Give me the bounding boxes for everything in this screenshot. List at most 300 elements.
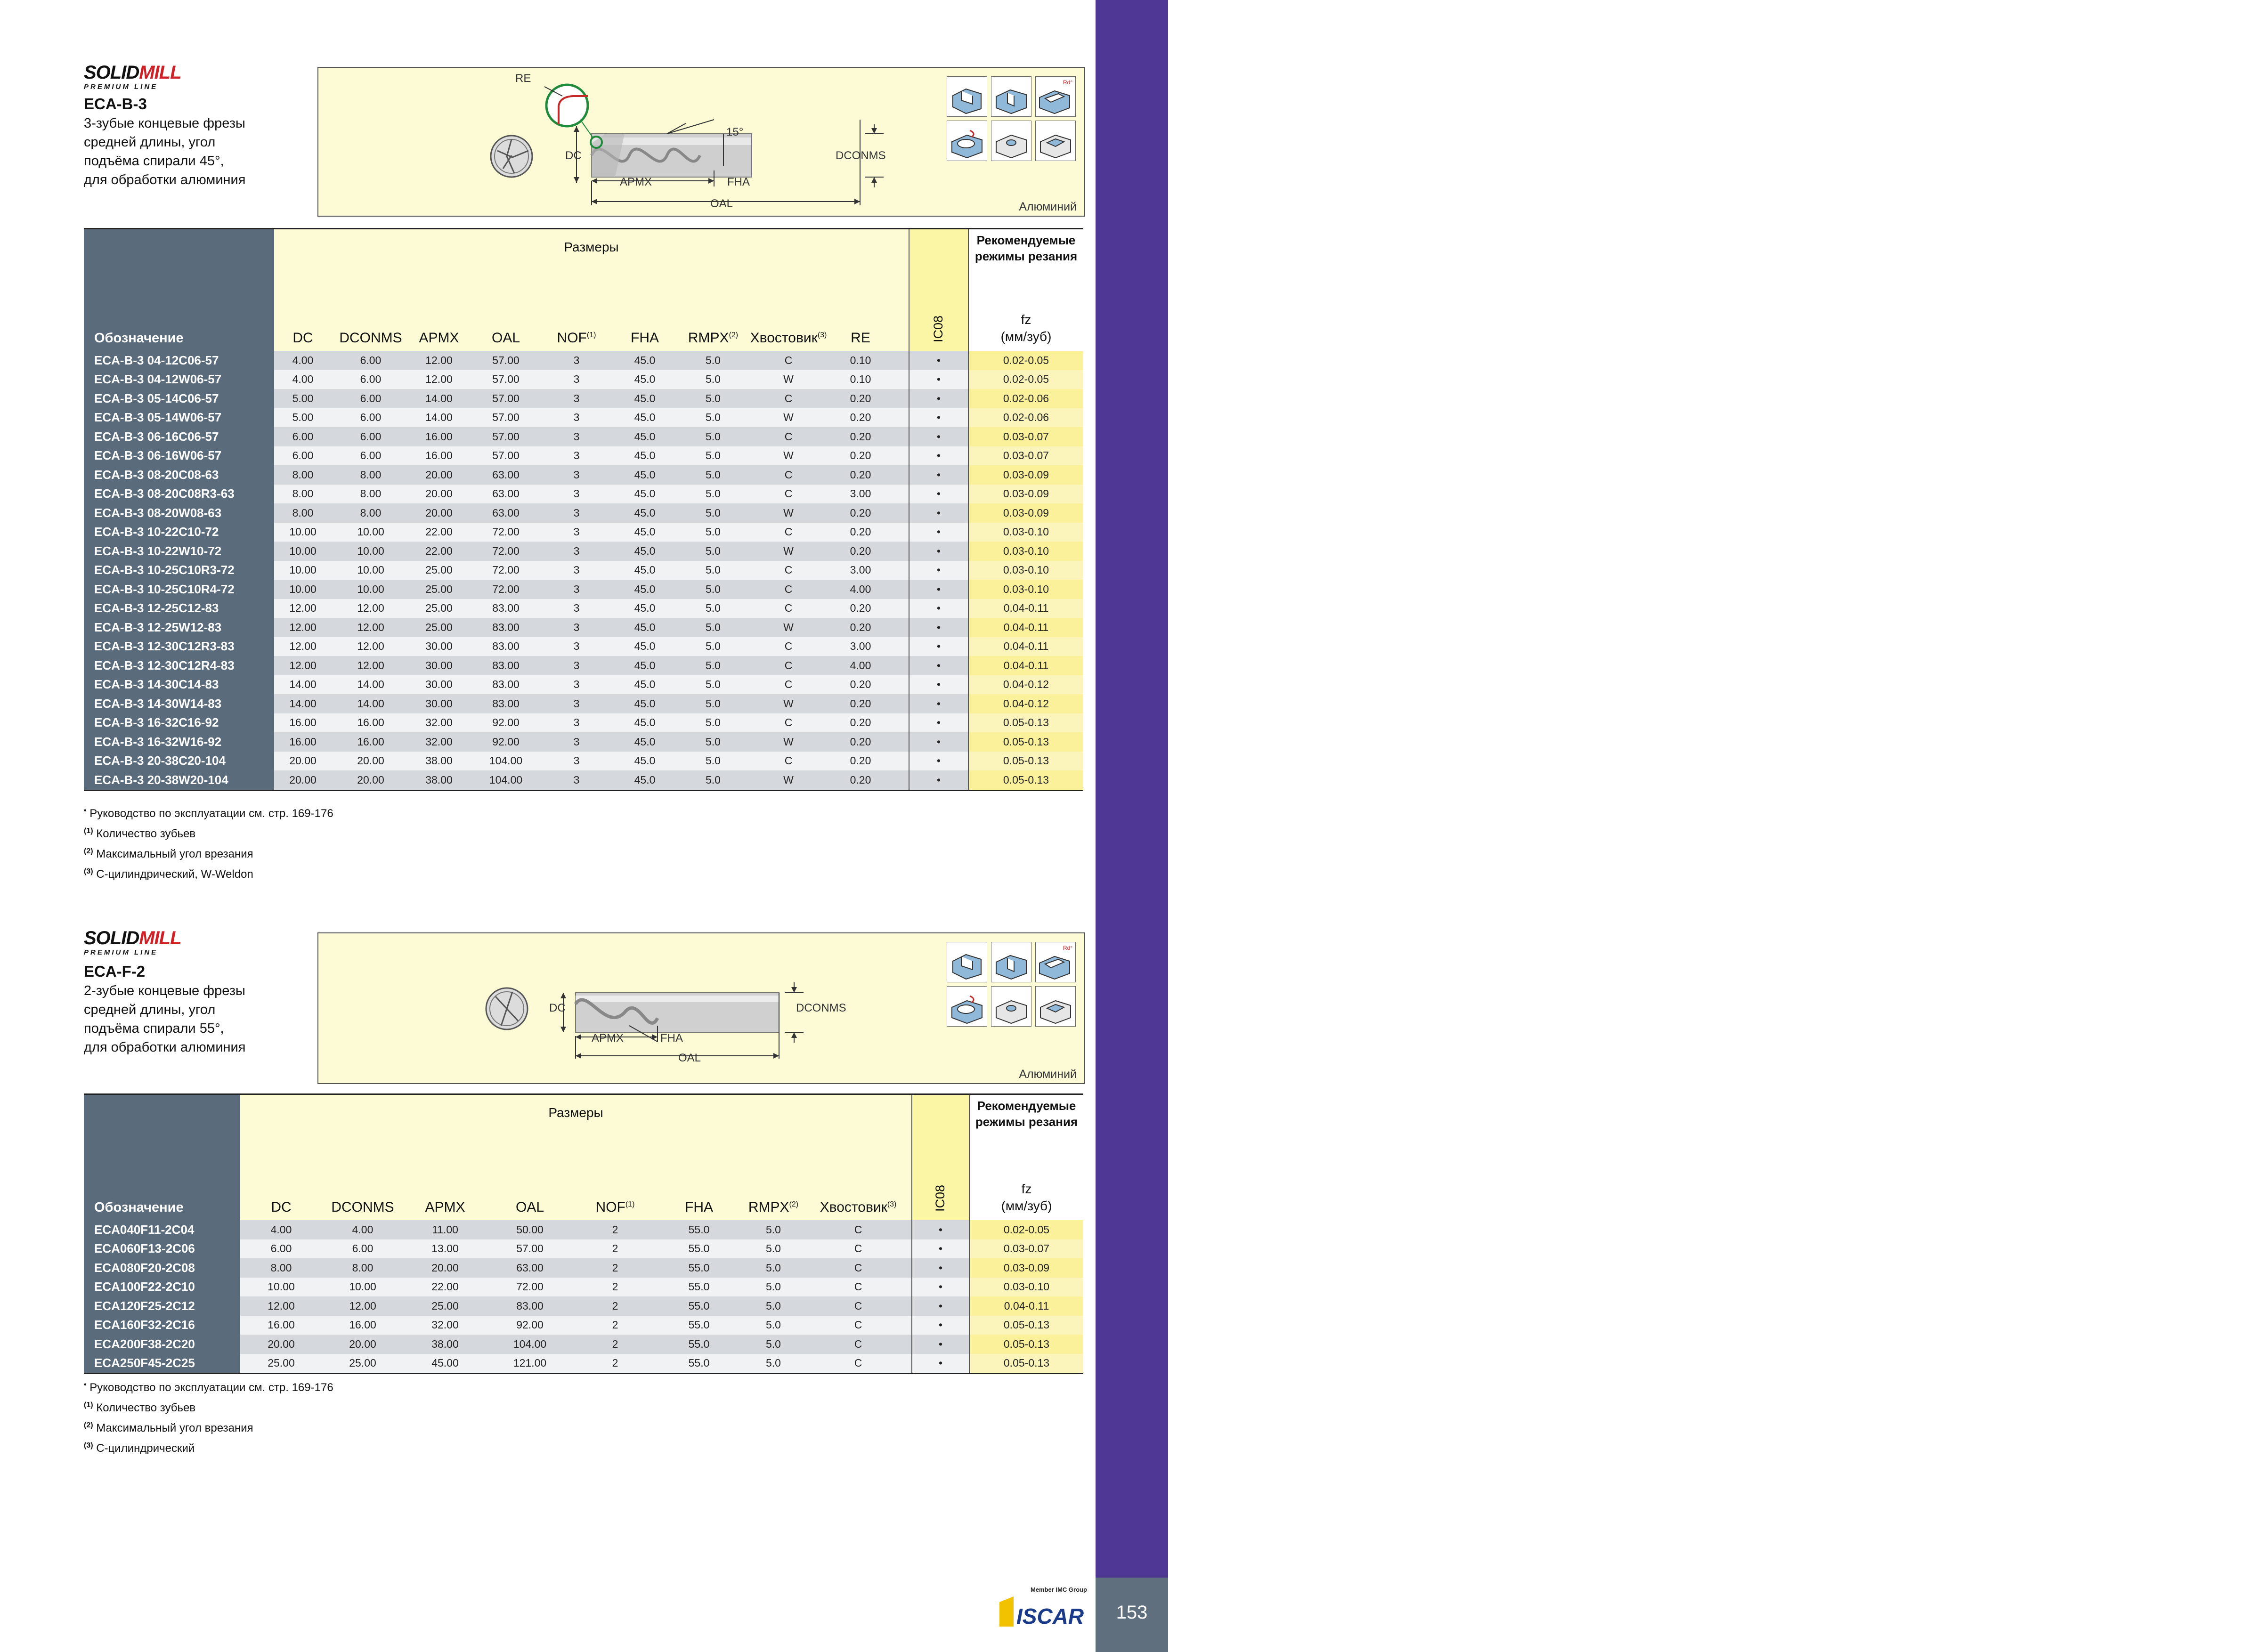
size-cell: 104.00 — [513, 1337, 547, 1350]
ic08-cell: • — [912, 1220, 969, 1239]
size-cell: 45.0 — [634, 697, 656, 710]
fz-cell: 0.05-0.13 — [969, 1354, 1083, 1374]
fz-cell: 0.02-0.05 — [968, 351, 1083, 370]
size-cell: 0.20 — [850, 430, 871, 443]
size-cell: 3.00 — [850, 640, 871, 653]
size-cell: 0.10 — [850, 354, 871, 366]
size-cell: C — [784, 468, 793, 481]
size-cell: C — [784, 430, 793, 443]
size-cell: 2 — [612, 1261, 618, 1274]
size-cell: 8.00 — [292, 468, 314, 481]
col-oal: OAL — [515, 1199, 544, 1215]
size-cell: 10.00 — [357, 564, 384, 576]
size-cell: 63.00 — [492, 487, 520, 500]
table-body — [84, 1220, 1083, 1374]
designation-cell: ECA-B-3 05-14C06-57 — [84, 389, 274, 408]
size-cell: 25.00 — [425, 602, 453, 615]
fz-cell: 0.03-0.10 — [968, 523, 1083, 542]
size-cell: W — [783, 411, 794, 424]
size-cell: 6.00 — [360, 354, 382, 366]
size-cell: W — [783, 621, 794, 633]
designation-cell: ECA-B-3 05-14W06-57 — [84, 408, 274, 428]
ic08-cell: • — [909, 446, 968, 466]
designation-cell: ECA-B-3 06-16W06-57 — [84, 446, 274, 466]
size-cell: 10.00 — [289, 583, 317, 595]
size-cell: 45.0 — [634, 773, 656, 786]
ic08-cell: • — [912, 1335, 969, 1354]
col-oal: OAL — [491, 330, 520, 346]
size-cell: 3 — [573, 754, 580, 767]
slotting-icon — [991, 942, 1031, 982]
size-cell: 25.00 — [268, 1357, 295, 1369]
size-cell: 8.00 — [360, 506, 382, 519]
table-row — [84, 1316, 1083, 1335]
ic08-cell: • — [909, 523, 968, 542]
size-cell: 4.00 — [292, 373, 314, 386]
size-cell: 83.00 — [492, 697, 520, 710]
size-cell: 25.00 — [425, 621, 453, 633]
size-cell: 0.20 — [850, 602, 871, 615]
note-text: C-цилиндрический, W-Weldon — [96, 868, 253, 881]
size-cell: 57.00 — [492, 449, 520, 462]
size-cell: 8.00 — [360, 487, 382, 500]
size-cell: 45.0 — [634, 430, 656, 443]
size-cell: 6.00 — [292, 430, 314, 443]
ic08-cell: • — [909, 752, 968, 771]
ic08-cell: • — [912, 1296, 969, 1316]
size-cell: 45.0 — [634, 716, 656, 729]
size-cell: 12.00 — [357, 640, 384, 653]
size-cell: 5.0 — [706, 583, 721, 595]
product-description — [84, 981, 305, 1057]
designation-cell: ECA-B-3 16-32W16-92 — [84, 732, 274, 752]
size-cell: 3 — [573, 697, 580, 710]
col-shank-note: (3) — [887, 1200, 897, 1208]
size-cell: 10.00 — [357, 583, 384, 595]
label-apmx: APMX — [620, 176, 652, 188]
col-dconms: DCONMS — [339, 330, 402, 346]
fz-cell: 0.03-0.09 — [968, 485, 1083, 504]
size-cell: 10.00 — [289, 564, 317, 576]
size-cell: 72.00 — [492, 564, 520, 576]
designation-cell: ECA-B-3 10-25C10R4-72 — [84, 580, 274, 599]
fz-unit: (мм/зуб) — [1000, 329, 1052, 344]
size-values — [274, 485, 909, 504]
col-shank: Хвостовик — [750, 330, 818, 346]
size-cell: W — [783, 449, 794, 462]
size-cell: C — [784, 526, 793, 538]
size-cell: 92.00 — [492, 716, 520, 729]
designation-cell: ECA-B-3 10-25C10R3-72 — [84, 561, 274, 580]
table-row — [84, 561, 1083, 580]
col-nof: NOF — [557, 330, 587, 346]
fz-symbol: fz — [1021, 312, 1031, 327]
size-cell: 20.00 — [425, 468, 453, 481]
size-values — [274, 465, 909, 485]
note-text: C-цилиндрический — [96, 1442, 195, 1455]
col-nof: NOF — [595, 1199, 625, 1215]
size-cell: 3 — [573, 487, 580, 500]
size-cell: 3 — [573, 411, 580, 424]
note-mark: (2) — [84, 1421, 93, 1429]
fz-cell: 0.03-0.07 — [968, 446, 1083, 466]
col-nof-note: (1) — [625, 1200, 635, 1208]
size-cell: 3 — [573, 716, 580, 729]
table-row — [84, 618, 1083, 637]
size-cell: 0.10 — [850, 373, 871, 386]
size-cell: 57.00 — [492, 411, 520, 424]
size-cell: 30.00 — [425, 640, 453, 653]
size-cell: 45.0 — [634, 640, 656, 653]
col-dc: DC — [292, 330, 313, 346]
spec-table-eca-f-2 — [84, 1093, 1083, 1374]
size-cell: C — [854, 1280, 862, 1293]
size-cell: C — [854, 1299, 862, 1312]
size-cell: 12.00 — [357, 621, 384, 633]
logo-subtitle: PREMIUM LINE — [84, 948, 158, 956]
size-cell: 83.00 — [516, 1299, 544, 1312]
size-cell: 55.0 — [688, 1261, 710, 1274]
size-cell: 5.00 — [292, 411, 314, 424]
size-cell: C — [784, 602, 793, 615]
size-cell: 45.0 — [634, 602, 656, 615]
size-cell: 83.00 — [492, 621, 520, 633]
size-cell: 55.0 — [688, 1299, 710, 1312]
size-cell: 45.0 — [634, 544, 656, 557]
size-cell: 5.0 — [706, 544, 721, 557]
fz-cell: 0.03-0.10 — [969, 1278, 1083, 1297]
size-cell: 92.00 — [492, 735, 520, 748]
pocketing-icon — [1035, 121, 1076, 161]
size-cell: 3 — [573, 773, 580, 786]
note-text: Количество зубьев — [96, 827, 196, 840]
size-cell: 5.0 — [706, 640, 721, 653]
label-dc: DC — [549, 1002, 566, 1014]
note-text: Максимальный угол врезания — [96, 1422, 253, 1434]
logo-word-1: SOLID — [84, 928, 139, 948]
col-dc: DC — [271, 1199, 292, 1215]
rd-label: Rd° — [1063, 79, 1073, 86]
size-cell: 22.00 — [425, 544, 453, 557]
fz-cell: 0.02-0.05 — [968, 370, 1083, 389]
size-cell: 8.00 — [292, 487, 314, 500]
fz-cell: 0.04-0.12 — [968, 675, 1083, 695]
designation-cell: ECA-B-3 08-20W08-63 — [84, 503, 274, 523]
description-line: средней длины, угол — [84, 135, 216, 150]
size-cell: 72.00 — [492, 544, 520, 557]
size-cell: 45.00 — [431, 1357, 459, 1369]
size-cell: 45.0 — [634, 354, 656, 366]
size-cell: 45.0 — [634, 392, 656, 405]
designation-cell: ECA040F11-2C04 — [84, 1220, 240, 1239]
size-cell: 4.00 — [850, 659, 871, 672]
size-cell: 72.00 — [492, 583, 520, 595]
size-cell: C — [854, 1319, 862, 1331]
size-cell: 5.0 — [706, 754, 721, 767]
size-cell: 45.0 — [634, 735, 656, 748]
size-values — [240, 1258, 912, 1278]
size-cell: 3 — [573, 526, 580, 538]
fz-cell: 0.05-0.13 — [969, 1335, 1083, 1354]
size-values — [240, 1220, 912, 1239]
size-cell: 6.00 — [360, 411, 382, 424]
table-row — [84, 675, 1083, 695]
size-cell: 14.00 — [425, 392, 453, 405]
ic08-cell: • — [909, 580, 968, 599]
size-cell: 0.20 — [850, 678, 871, 691]
size-cell: 6.00 — [270, 1242, 292, 1255]
designation-cell: ECA160F32-2C16 — [84, 1316, 240, 1335]
size-cell: 57.00 — [492, 392, 520, 405]
col-rmpx: RMPX — [748, 1199, 789, 1215]
table-row — [84, 752, 1083, 771]
table-row — [84, 732, 1083, 752]
size-cell: 55.0 — [688, 1319, 710, 1331]
table-row — [84, 580, 1083, 599]
size-cell: 0.20 — [850, 449, 871, 462]
ic08-cell: • — [909, 465, 968, 485]
size-cell: 3 — [573, 602, 580, 615]
size-cell: C — [854, 1357, 862, 1369]
table-row — [84, 713, 1083, 733]
size-cell: 38.00 — [431, 1337, 459, 1350]
ic08-cell: • — [909, 656, 968, 675]
size-cell: 20.00 — [289, 754, 317, 767]
fz-unit: (мм/зуб) — [1001, 1199, 1052, 1213]
size-cell: 5.0 — [706, 716, 721, 729]
size-cell: 20.00 — [357, 754, 384, 767]
size-values — [274, 389, 909, 408]
size-cell: 57.00 — [516, 1242, 544, 1255]
size-cell: 72.00 — [492, 526, 520, 538]
table-row — [84, 370, 1083, 389]
size-values — [274, 694, 909, 713]
designation-cell: ECA060F13-2C06 — [84, 1239, 240, 1259]
ramping-icon — [1035, 76, 1076, 117]
size-cell: 12.00 — [289, 640, 317, 653]
size-values — [274, 656, 909, 675]
ic08-cell: • — [909, 351, 968, 370]
size-cell: 5.0 — [706, 678, 721, 691]
designation-cell: ECA-B-3 12-30C12R4-83 — [84, 656, 274, 675]
designation-cell: ECA-B-3 12-25W12-83 — [84, 618, 274, 637]
note-text: Руководство по эксплуатации см. стр. 169-176 — [89, 807, 333, 820]
size-cell: 3 — [573, 354, 580, 366]
footnotes — [84, 802, 333, 883]
sizes-title: Размеры — [548, 1105, 603, 1120]
size-cell: 45.0 — [634, 449, 656, 462]
size-cell: 5.0 — [766, 1337, 781, 1350]
size-cell: 45.0 — [634, 564, 656, 576]
sizes-header — [274, 229, 909, 351]
size-cell: C — [784, 583, 793, 595]
fz-cell: 0.03-0.09 — [968, 465, 1083, 485]
size-cell: 104.00 — [489, 754, 523, 767]
ramping-icon — [1035, 942, 1076, 982]
size-cell: 12.00 — [425, 354, 453, 366]
ic08-cell: • — [909, 732, 968, 752]
size-cell: 0.20 — [850, 773, 871, 786]
size-cell: 45.0 — [634, 678, 656, 691]
helical-interpolation-icon — [947, 121, 987, 161]
table-row — [84, 770, 1083, 790]
size-cell: 0.20 — [850, 716, 871, 729]
designation-cell: ECA-B-3 08-20C08-63 — [84, 465, 274, 485]
size-cell: 5.0 — [706, 392, 721, 405]
size-cell: 5.0 — [766, 1299, 781, 1312]
page-number: 153 — [1116, 1602, 1148, 1623]
size-cell: 5.0 — [706, 373, 721, 386]
designation-cell: ECA100F22-2C10 — [84, 1278, 240, 1297]
designation-cell: ECA200F38-2C20 — [84, 1335, 240, 1354]
size-cell: 12.00 — [289, 659, 317, 672]
size-cell: 16.00 — [425, 449, 453, 462]
size-values — [240, 1335, 912, 1354]
size-cell: 5.0 — [706, 602, 721, 615]
size-cell: 3.00 — [850, 487, 871, 500]
label-dc: DC — [565, 149, 582, 162]
size-cell: C — [784, 392, 793, 405]
size-values — [274, 523, 909, 542]
size-values — [240, 1316, 912, 1335]
size-column-names — [274, 330, 909, 346]
size-cell: 0.20 — [850, 411, 871, 424]
col-rmpx: RMPX — [688, 330, 729, 346]
size-values — [274, 637, 909, 656]
fz-cell: 0.03-0.10 — [968, 580, 1083, 599]
table-row — [84, 408, 1083, 428]
size-cell: 45.0 — [634, 659, 656, 672]
product-code: ECA-B-3 — [84, 95, 147, 113]
size-cell: 121.00 — [513, 1357, 547, 1369]
size-cell: 55.0 — [688, 1337, 710, 1350]
size-cell: 6.00 — [360, 430, 382, 443]
size-cell: C — [784, 487, 793, 500]
size-cell: 14.00 — [289, 678, 317, 691]
col-apmx: APMX — [425, 1199, 465, 1215]
size-cell: C — [854, 1261, 862, 1274]
size-cell: 32.00 — [425, 716, 453, 729]
note-text: Максимальный угол врезания — [96, 848, 253, 860]
fz-cell: 0.02-0.05 — [969, 1220, 1083, 1239]
label-apmx: APMX — [592, 1032, 624, 1045]
size-cell: 104.00 — [489, 773, 523, 786]
size-cell: 20.00 — [268, 1337, 295, 1350]
size-cell: 3 — [573, 640, 580, 653]
size-values — [274, 446, 909, 466]
size-cell: C — [784, 678, 793, 691]
ic08-cell: • — [909, 389, 968, 408]
rec-title-1: Рекомендуемые — [976, 233, 1076, 247]
designation-cell: ECA-B-3 12-30C12R3-83 — [84, 637, 274, 656]
tool-diagram — [317, 932, 1085, 1084]
fz-cell: 0.04-0.12 — [968, 694, 1083, 713]
size-cell: 83.00 — [492, 640, 520, 653]
size-cell: 0.20 — [850, 468, 871, 481]
designation-cell: ECA-B-3 10-22W10-72 — [84, 542, 274, 561]
size-cell: 3 — [573, 678, 580, 691]
size-cell: 12.00 — [425, 373, 453, 386]
ic08-cell: • — [912, 1258, 969, 1278]
size-cell: 83.00 — [492, 678, 520, 691]
ic08-cell: • — [909, 713, 968, 733]
sizes-title: Размеры — [564, 240, 619, 254]
size-cell: 22.00 — [431, 1280, 459, 1293]
size-cell: 8.00 — [270, 1261, 292, 1274]
size-values — [274, 370, 909, 389]
description-line: для обработки алюминия — [84, 1040, 246, 1055]
col-shank: Хвостовик — [820, 1199, 887, 1215]
note-text: Руководство по эксплуатации см. стр. 169-176 — [89, 1381, 333, 1394]
side-band — [1096, 0, 2241, 1578]
size-cell: 20.00 — [425, 487, 453, 500]
size-cell: 6.00 — [292, 449, 314, 462]
col-fha: FHA — [685, 1199, 713, 1215]
size-cell: 5.0 — [706, 659, 721, 672]
size-cell: 0.20 — [850, 697, 871, 710]
designation-cell: ECA250F45-2C25 — [84, 1354, 240, 1374]
size-cell: 63.00 — [492, 506, 520, 519]
fz-cell: 0.04-0.11 — [968, 637, 1083, 656]
ic08-cell: • — [912, 1239, 969, 1259]
size-cell: 20.00 — [289, 773, 317, 786]
size-cell: 12.00 — [357, 659, 384, 672]
size-cell: 38.00 — [425, 754, 453, 767]
size-cell: C — [784, 754, 793, 767]
label-angle: 15° — [726, 126, 744, 138]
size-cell: 6.00 — [352, 1242, 374, 1255]
brand-logo — [998, 1586, 1092, 1633]
designation-cell: ECA-B-3 20-38W20-104 — [84, 770, 274, 790]
size-cell: 3 — [573, 468, 580, 481]
shoulder-milling-icon — [947, 76, 987, 117]
size-cell: 3 — [573, 506, 580, 519]
size-values — [240, 1354, 912, 1374]
rec-title-2: режимы резания — [975, 1115, 1078, 1129]
size-cell: 20.00 — [431, 1261, 459, 1274]
plunge-icon — [991, 121, 1031, 161]
solidmill-logo — [84, 63, 206, 91]
size-cell: 2 — [612, 1337, 618, 1350]
table-row — [84, 637, 1083, 656]
size-cell: 10.00 — [357, 526, 384, 538]
table-row — [84, 465, 1083, 485]
size-cell: C — [854, 1337, 862, 1350]
table-row — [84, 1278, 1083, 1297]
label-fha: FHA — [727, 176, 750, 188]
helical-interpolation-icon — [947, 986, 987, 1027]
size-values — [274, 542, 909, 561]
fz-cell: 0.04-0.11 — [968, 599, 1083, 618]
size-cell: 45.0 — [634, 411, 656, 424]
size-cell: 3 — [573, 735, 580, 748]
size-cell: 30.00 — [425, 697, 453, 710]
table-row — [84, 1220, 1083, 1239]
ic08-cell: • — [909, 427, 968, 446]
col-shank-note: (3) — [817, 331, 827, 339]
size-cell: W — [783, 373, 794, 386]
size-cell: 10.00 — [289, 526, 317, 538]
ic08-header — [909, 229, 968, 351]
size-cell: 3 — [573, 583, 580, 595]
size-cell: 13.00 — [431, 1242, 459, 1255]
col-dconms: DCONMS — [331, 1199, 394, 1215]
recommended-header — [968, 229, 1083, 351]
size-cell: 16.00 — [357, 735, 384, 748]
logo-word-2: MILL — [139, 62, 181, 83]
size-cell: 5.0 — [706, 735, 721, 748]
size-cell: 55.0 — [688, 1223, 710, 1236]
